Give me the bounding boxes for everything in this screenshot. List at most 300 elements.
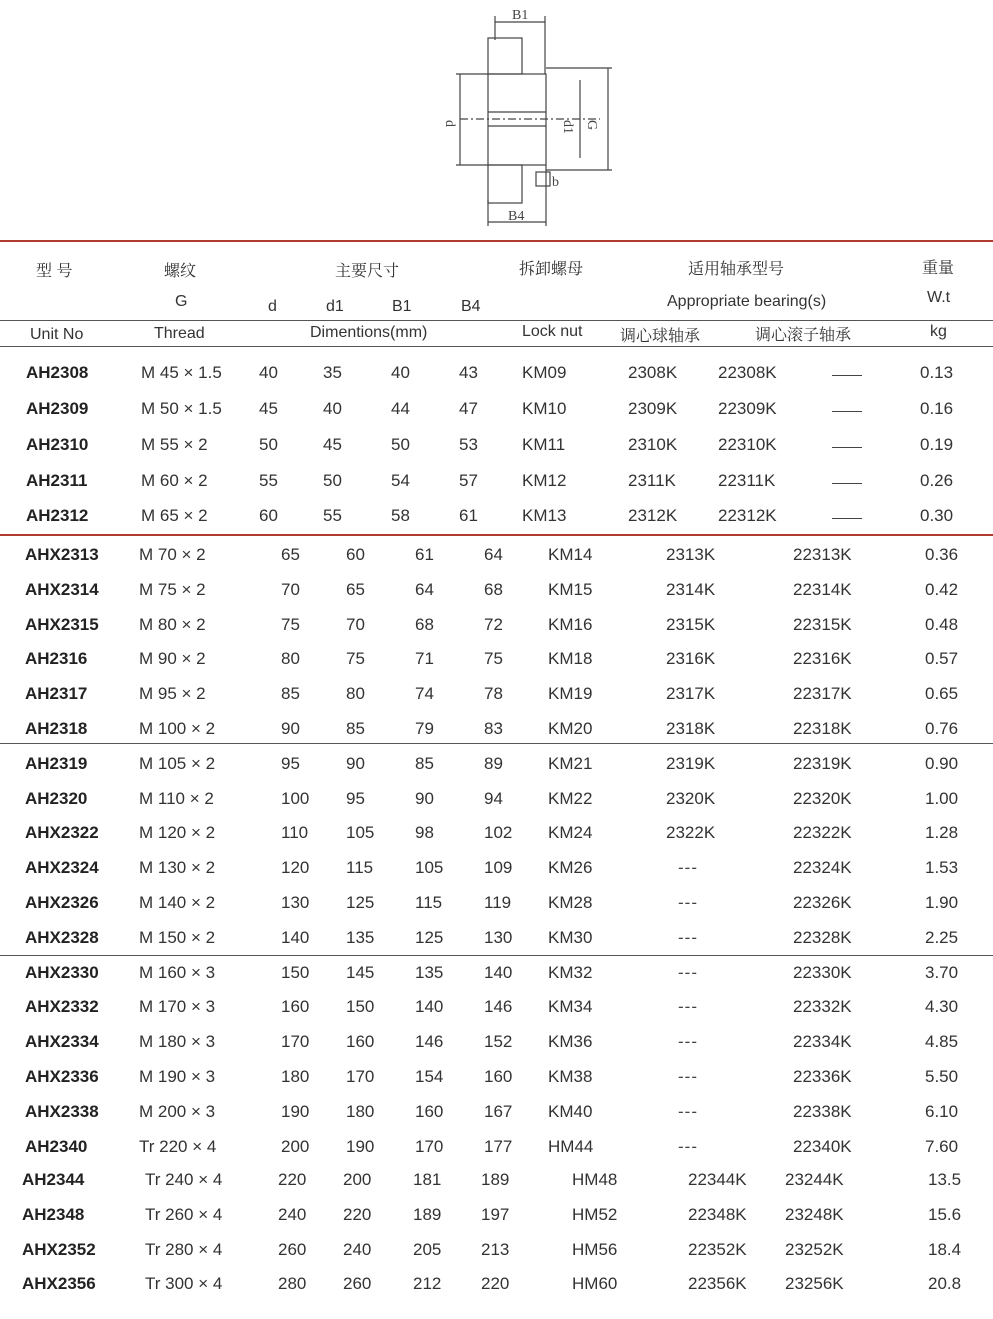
dim-d1: 260 [343,1274,372,1293]
weight: 0.48 [925,615,959,634]
lock-nut: KM19 [548,684,593,703]
dim-b1: 135 [415,963,444,982]
thread: M 70 × 2 [139,545,206,564]
dim-b1: 79 [415,719,434,738]
thread: M 80 × 2 [139,615,206,634]
dim-d: 100 [281,789,310,808]
dim-b4: 197 [481,1205,510,1224]
dim-b4: 72 [484,615,503,634]
roller-bearing: 22312K [718,506,777,525]
dim-d: 280 [278,1274,307,1293]
table-row [0,429,993,464]
dim-b4: 61 [459,506,478,525]
table-row [0,783,993,818]
weight: 4.85 [925,1032,959,1051]
ball-bearing: --- [678,858,698,877]
roller-bearing: 22309K [718,399,777,418]
dim-d1: 170 [346,1067,375,1086]
unit-no: AHX2326 [25,893,99,912]
dim-b1: 170 [415,1137,444,1156]
thread: M 120 × 2 [139,823,216,842]
dim-d1: 75 [346,649,365,668]
header-bottom-rule [0,346,993,347]
group-divider [0,743,993,744]
table-row [0,887,993,922]
table-row [0,574,993,609]
label-b1: B1 [512,8,529,23]
header-g: G [175,293,188,310]
thread: M 50 × 1.5 [141,399,222,418]
table-row [0,1131,993,1166]
unit-no: AH2312 [26,506,89,525]
roller-bearing: 22330K [793,963,852,982]
dim-b4: 64 [484,545,503,564]
dim-b4: 140 [484,963,513,982]
dim-b4: 89 [484,754,503,773]
weight: 0.65 [925,684,959,703]
thread: M 160 × 3 [139,963,216,982]
ball-bearing: 2310K [628,435,678,454]
dim-d1: 35 [323,363,342,382]
unit-no: AHX2336 [25,1067,99,1086]
header-dims-cn: 主要尺寸 [335,263,400,280]
dim-d1: 40 [323,399,342,418]
lock-nut: KM10 [522,399,567,418]
thread: Tr 260 × 4 [145,1205,223,1224]
table-row [0,748,993,783]
dim-d1: 65 [346,580,365,599]
dim-b1: 74 [415,684,434,703]
dim-d: 55 [259,471,278,490]
header-kg: kg [930,323,947,340]
dim-d1: 220 [343,1205,372,1224]
label-b: b [552,175,559,190]
dim-d: 50 [259,435,278,454]
dim-d: 190 [281,1102,310,1121]
weight: 0.19 [920,435,954,454]
dim-d1: 190 [346,1137,375,1156]
weight: 5.50 [925,1067,959,1086]
dim-b1: 160 [415,1102,444,1121]
table-row [0,957,993,992]
dim-b4: 47 [459,399,478,418]
dim-d1: 150 [346,997,375,1016]
ball-bearing: 2316K [666,649,716,668]
table-row [0,539,993,574]
dim-b4: 57 [459,471,478,490]
ball-bearing: --- [678,1067,698,1086]
roller-bearing: 22308K [718,363,777,382]
dim-b4: 213 [481,1240,510,1259]
dim-d: 180 [281,1067,310,1086]
table-row [0,1096,993,1131]
lock-nut: KM24 [548,823,593,842]
thread: M 170 × 3 [139,997,216,1016]
group-divider [0,955,993,956]
ball-bearing: 2311K [628,471,676,490]
bearing-b: 23256K [785,1274,844,1293]
table-row [0,1164,993,1199]
unit-no: AH2318 [25,719,88,738]
thread: M 95 × 2 [139,684,206,703]
dim-b4: 119 [484,893,512,912]
weight: 1.28 [925,823,959,842]
weight: 18.4 [928,1240,962,1259]
unit-no: AHX2322 [25,823,99,842]
dim-b4: 130 [484,928,513,947]
unit-no: AHX2328 [25,928,99,947]
dim-d1: 145 [346,963,375,982]
label-d1: d1 [560,120,575,134]
header-b1: B1 [392,298,412,315]
unit-no: AH2309 [26,399,89,418]
lock-nut: KM15 [548,580,593,599]
thread: M 105 × 2 [139,754,216,773]
roller-bearing: 22334K [793,1032,852,1051]
table-row [0,1061,993,1096]
dim-b1: 146 [415,1032,444,1051]
empty-dash [832,447,862,448]
bearing-a: 22344K [688,1170,747,1189]
lock-nut: KM40 [548,1102,593,1121]
weight: 1.00 [925,789,959,808]
unit-no: AH2310 [26,435,89,454]
dim-b4: 167 [484,1102,513,1121]
thread: Tr 280 × 4 [145,1240,223,1259]
thread: M 55 × 2 [141,435,208,454]
dim-b1: 181 [413,1170,442,1189]
table-row [0,817,993,852]
header-ball-bearing: 调心球轴承 [620,328,701,345]
dim-b1: 85 [415,754,434,773]
unit-no: AH2308 [26,363,89,382]
dim-d1: 45 [323,435,342,454]
dim-b1: 44 [391,399,410,418]
thread: M 190 × 3 [139,1067,216,1086]
weight: 13.5 [928,1170,962,1189]
dim-d: 240 [278,1205,307,1224]
roller-bearing: 22340K [793,1137,852,1156]
ball-bearing: 2317K [666,684,716,703]
label-g: G [584,120,599,131]
dim-b4: 146 [484,997,513,1016]
bearing-a: 22348K [688,1205,747,1224]
dim-b4: 94 [484,789,503,808]
roller-bearing: 22322K [793,823,852,842]
header-thread-cn: 螺纹 [164,263,197,280]
table-row [0,609,993,644]
header-mid-rule [0,320,993,321]
dim-b1: 64 [415,580,434,599]
dim-d: 80 [281,649,300,668]
weight: 7.60 [925,1137,959,1156]
dim-d1: 105 [346,823,375,842]
lock-nut: KM12 [522,471,567,490]
lock-nut: KM11 [522,435,566,454]
header-d: d [268,298,277,315]
thread: M 60 × 2 [141,471,208,490]
roller-bearing: 22313K [793,545,852,564]
weight: 0.36 [925,545,959,564]
roller-bearing: 22311K [718,471,776,490]
dim-b1: 98 [415,823,434,842]
lock-nut: HM44 [548,1137,594,1156]
dim-d1: 60 [346,545,365,564]
header-top-rule [0,240,993,242]
weight: 0.26 [920,471,954,490]
roller-bearing: 22319K [793,754,852,773]
dim-b1: 40 [391,363,410,382]
sleeve-diagram [440,0,630,232]
dim-b4: 53 [459,435,478,454]
ball-bearing: --- [678,893,698,912]
ball-bearing: --- [678,928,698,947]
thread: M 100 × 2 [139,719,216,738]
dim-b1: 154 [415,1067,444,1086]
header-d1: d1 [326,298,344,315]
header-bearing-en: Appropriate bearing(s) [667,293,827,310]
thread: M 140 × 2 [139,893,216,912]
weight: 0.57 [925,649,959,668]
thread: Tr 240 × 4 [145,1170,223,1189]
table-row [0,1026,993,1061]
dim-b4: 152 [484,1032,513,1051]
lock-nut-upper [488,38,522,74]
dim-d: 95 [281,754,300,773]
ball-bearing: --- [678,1032,698,1051]
dim-d1: 115 [346,858,374,877]
dim-b1: 115 [415,893,443,912]
bearing-a: 22352K [688,1240,747,1259]
dim-d1: 50 [323,471,342,490]
dim-d1: 240 [343,1240,372,1259]
dim-d1: 125 [346,893,375,912]
dim-d: 260 [278,1240,307,1259]
unit-no: AHX2338 [25,1102,99,1121]
dim-d: 90 [281,719,300,738]
dim-d1: 135 [346,928,375,947]
dim-d1: 80 [346,684,365,703]
table-row [0,852,993,887]
weight: 1.90 [925,893,959,912]
lock-nut-lower [488,165,522,203]
lock-nut: KM21 [548,754,593,773]
thread: M 110 × 2 [139,789,214,808]
dim-b4: 68 [484,580,503,599]
dim-b1: 90 [415,789,434,808]
dim-d1: 95 [346,789,365,808]
dim-b4: 43 [459,363,478,382]
unit-no: AH2317 [25,684,88,703]
ball-bearing: --- [678,1137,698,1156]
dim-d1: 200 [343,1170,372,1189]
unit-no: AH2311 [26,471,88,490]
lock-nut: KM36 [548,1032,593,1051]
roller-bearing: 22324K [793,858,852,877]
weight: 20.8 [928,1274,962,1293]
roller-bearing: 22320K [793,789,852,808]
dim-d: 120 [281,858,310,877]
empty-dash [832,483,862,484]
weight: 4.30 [925,997,959,1016]
ball-bearing: 2322K [666,823,716,842]
dim-b4: 83 [484,719,503,738]
roller-bearing: 22336K [793,1067,852,1086]
ball-bearing: 2318K [666,719,716,738]
dim-d: 220 [278,1170,307,1189]
dim-d: 160 [281,997,310,1016]
unit-no: AHX2324 [25,858,99,877]
dim-b4: 160 [484,1067,513,1086]
empty-dash [832,375,862,376]
lock-nut: KM20 [548,719,593,738]
header-b4: B4 [461,298,481,315]
lock-nut: KM22 [548,789,593,808]
roller-bearing: 22332K [793,997,852,1016]
thread: M 90 × 2 [139,649,206,668]
dim-b1: 140 [415,997,444,1016]
weight: 0.30 [920,506,954,525]
dim-d: 200 [281,1137,310,1156]
weight: 1.53 [925,858,959,877]
dim-b1: 205 [413,1240,442,1259]
dim-b1: 105 [415,858,444,877]
unit-no: AHX2352 [22,1240,96,1259]
weight: 0.90 [925,754,959,773]
dim-d: 45 [259,399,278,418]
table-row [0,1199,993,1234]
ball-bearing: 2320K [666,789,716,808]
weight: 0.16 [920,399,954,418]
unit-no: AH2319 [25,754,88,773]
dim-d: 130 [281,893,310,912]
unit-no: AHX2334 [25,1032,99,1051]
thread: M 130 × 2 [139,858,216,877]
unit-no: AHX2330 [25,963,99,982]
dim-d: 40 [259,363,278,382]
lock-nut: HM52 [572,1205,618,1224]
lock-nut: KM16 [548,615,593,634]
roller-bearing: 22314K [793,580,852,599]
dim-d: 170 [281,1032,310,1051]
thread: M 180 × 3 [139,1032,216,1051]
thread: Tr 300 × 4 [145,1274,223,1293]
group-divider [0,534,993,536]
roller-bearing: 22328K [793,928,852,947]
dim-b1: 189 [413,1205,442,1224]
dim-b4: 109 [484,858,513,877]
header-roller-bearing: 调心滚子轴承 [755,327,852,344]
dim-b1: 61 [415,545,434,564]
header-nut-cn: 拆卸螺母 [519,261,584,278]
dim-b1: 50 [391,435,410,454]
dim-d1: 55 [323,506,342,525]
dim-d: 65 [281,545,300,564]
dim-b4: 78 [484,684,503,703]
dim-d: 110 [281,823,309,842]
unit-no: AH2320 [25,789,88,808]
lock-nut: KM18 [548,649,593,668]
table-row [0,465,993,500]
table-row [0,643,993,678]
lock-nut: KM38 [548,1067,593,1086]
roller-bearing: 22317K [793,684,852,703]
unit-no: AHX2356 [22,1274,96,1293]
roller-bearing: 22338K [793,1102,852,1121]
table-row [0,991,993,1026]
roller-bearing: 22315K [793,615,852,634]
bearing-b: 23252K [785,1240,844,1259]
table-row [0,500,993,535]
thread: M 45 × 1.5 [141,363,222,382]
label-b4: B4 [508,209,525,224]
dim-d1: 160 [346,1032,375,1051]
weight: 0.76 [925,719,959,738]
roller-bearing: 22316K [793,649,852,668]
table-row [0,1234,993,1269]
dim-d: 150 [281,963,310,982]
ball-bearing: --- [678,963,698,982]
header-dims-en: Dimentions(mm) [310,324,428,341]
lock-nut: HM48 [572,1170,618,1189]
weight: 6.10 [925,1102,959,1121]
ball-bearing: --- [678,997,698,1016]
header-weight-en: W.t [927,289,951,306]
dim-b4: 75 [484,649,503,668]
lock-nut: KM14 [548,545,593,564]
bearing-b: 23248K [785,1205,844,1224]
thread: M 150 × 2 [139,928,216,947]
table-row [0,678,993,713]
unit-no: AHX2332 [25,997,99,1016]
header-bearing-cn: 适用轴承型号 [688,261,785,278]
weight: 0.13 [920,363,954,382]
weight: 3.70 [925,963,959,982]
dim-d1: 90 [346,754,365,773]
lock-nut: KM30 [548,928,593,947]
dim-b4: 189 [481,1170,510,1189]
dim-d: 85 [281,684,300,703]
table-row [0,922,993,957]
dim-b1: 68 [415,615,434,634]
empty-dash [832,518,862,519]
lock-nut: KM26 [548,858,593,877]
ball-bearing: 2309K [628,399,678,418]
unit-no: AHX2315 [25,615,99,634]
header-lock-nut: Lock nut [522,323,583,340]
weight: 15.6 [928,1205,962,1224]
dim-b4: 102 [484,823,513,842]
unit-no: AH2348 [22,1205,85,1224]
table-row [0,357,993,392]
dim-b4: 220 [481,1274,510,1293]
table-row [0,1268,993,1303]
dim-d: 140 [281,928,310,947]
lock-nut: KM09 [522,363,567,382]
dim-d: 60 [259,506,278,525]
ball-bearing: 2308K [628,363,678,382]
dim-d1: 180 [346,1102,375,1121]
unit-no: AHX2314 [25,580,99,599]
bearing-b: 23244K [785,1170,844,1189]
unit-no: AHX2313 [25,545,99,564]
ball-bearing: 2315K [666,615,716,634]
thread: M 65 × 2 [141,506,208,525]
empty-dash [832,411,862,412]
unit-no: AH2316 [25,649,88,668]
table-row [0,393,993,428]
thread: M 75 × 2 [139,580,206,599]
